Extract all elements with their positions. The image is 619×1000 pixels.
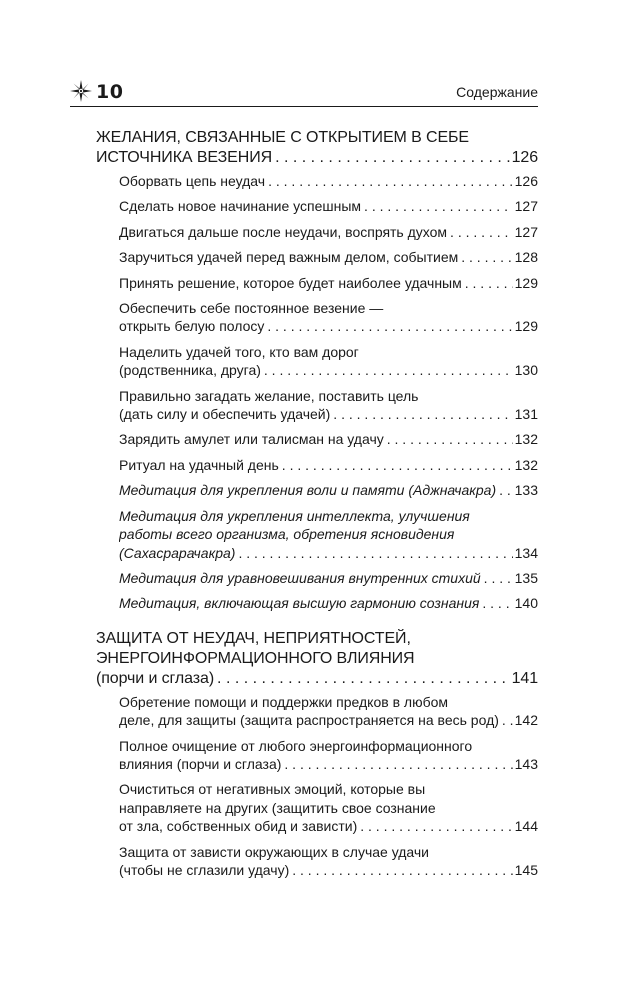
entry-final-line — [119, 197, 538, 215]
section-page-ref: 126 — [511, 149, 538, 166]
compass-star-icon — [70, 80, 92, 102]
page-ref: 131 — [514, 406, 538, 423]
entry-text-line: деле, для защиты (защита распространяется на весь род) — [119, 712, 499, 729]
dot-leader — [238, 544, 512, 562]
entry-final-line — [119, 594, 538, 612]
running-title: Содержание — [456, 84, 538, 100]
entry-final-line — [119, 317, 538, 335]
toc-entry — [119, 594, 538, 612]
entry-final-line — [119, 274, 538, 292]
entry-final-line — [119, 172, 538, 190]
entry-text-line: Заручиться удачей перед важным делом, событием — [119, 249, 459, 266]
toc-entry — [119, 172, 538, 190]
entry-text-line: Защита от зависти окружающих в случае удачи — [119, 843, 430, 860]
entry-text-line: Ритуал на удачный день — [119, 456, 279, 473]
dot-leader — [502, 711, 513, 729]
entry-text-line: Обеспечить себе постоянное везение — — [119, 300, 384, 317]
section-title-line: ИСТОЧНИКА ВЕЗЕНИЯ — [96, 149, 273, 166]
entry-text-line: Обретение помощи и поддержки предков в любом — [119, 693, 449, 710]
entry-text-line: работы всего организма, обретения ясновидения — [119, 526, 455, 543]
dot-leader — [364, 197, 513, 215]
entry-text-line: направляете на других (защитить свое сознание — [119, 799, 436, 816]
entry-text-line: влияния (порчи и сглаза) — [119, 755, 282, 772]
entry-text-line: Очиститься от негативных эмоций, которые вы — [119, 781, 426, 798]
dot-leader — [333, 405, 512, 423]
toc-section — [96, 128, 538, 613]
toc-entry — [119, 737, 538, 774]
dot-leader — [275, 148, 510, 168]
dot-leader — [499, 481, 513, 499]
toc-entry — [119, 481, 538, 499]
page-ref: 145 — [514, 861, 538, 878]
page-ref: 142 — [514, 712, 538, 729]
page-ref: 129 — [514, 318, 538, 335]
dot-leader — [360, 817, 512, 835]
page-ref: 130 — [514, 362, 538, 379]
section-title-line: ЭНЕРГОИНФОРМАЦИОННОГО ВЛИЯНИЯ — [96, 649, 415, 667]
section-title-final-line — [96, 669, 538, 689]
dot-leader — [482, 594, 512, 612]
toc-entry — [119, 780, 538, 835]
dot-leader — [268, 172, 513, 190]
section-title — [96, 629, 538, 689]
entry-text-line: (родственника, друга) — [119, 362, 261, 379]
section-title-final-line — [96, 148, 538, 168]
toc-entry — [119, 569, 538, 587]
entry-text-line: (чтобы не сглазили удачу) — [119, 861, 290, 878]
entry-final-line — [119, 755, 538, 773]
entry-final-line — [119, 481, 538, 499]
dot-leader — [217, 669, 510, 689]
section-entries — [119, 693, 538, 880]
entry-text-line: Зарядить амулет или талисман на удачу — [119, 431, 384, 448]
entry-final-line — [119, 405, 538, 423]
entry-text-line: Медитация для укрепления воли и памяти (Аджначакра) — [119, 482, 497, 499]
entry-final-line — [119, 544, 538, 562]
entry-text-line: Правильно загадать желание, поставить цель — [119, 387, 419, 404]
entry-final-line — [119, 361, 538, 379]
page-number: 10 — [96, 81, 124, 103]
section-title-line: ЗАЩИТА ОТ НЕУДАЧ, НЕПРИЯТНОСТЕЙ, — [96, 629, 411, 647]
toc-entry — [119, 430, 538, 448]
section-title-line: ЖЕЛАНИЯ, СВЯЗАННЫЕ С ОТКРЫТИЕМ В СЕБЕ — [96, 129, 470, 146]
toc-entry — [119, 343, 538, 380]
page-ref: 140 — [514, 595, 538, 612]
entry-text-line: Полное очищение от любого энергоинформационного — [119, 737, 473, 754]
entry-text-line: Медитация для укрепления интеллекта, улучшения — [119, 507, 470, 524]
toc-entry — [119, 299, 538, 336]
toc-entry — [119, 223, 538, 241]
page-ref: 127 — [514, 198, 538, 215]
page-ref: 126 — [514, 173, 538, 189]
dot-leader — [484, 569, 513, 587]
entry-final-line — [119, 223, 538, 241]
entry-final-line — [119, 711, 538, 729]
page-ref: 143 — [514, 755, 538, 772]
page-ref: 133 — [514, 482, 538, 499]
entry-text-line: от зла, собственных обид и зависти) — [119, 818, 358, 835]
toc-entry — [119, 456, 538, 474]
entry-final-line — [119, 456, 538, 474]
section-title — [96, 128, 538, 168]
entry-text-line: Принять решение, которое будет наиболее удачным — [119, 274, 462, 291]
toc-entry — [119, 843, 538, 880]
entry-text-line: Медитация для уравновешивания внутренних стихий — [119, 569, 481, 586]
page-header — [70, 80, 538, 107]
dot-leader — [264, 361, 513, 379]
table-of-contents — [96, 128, 538, 895]
page-ref: 128 — [514, 249, 538, 266]
dot-leader — [284, 755, 512, 773]
page-ref: 135 — [514, 569, 538, 586]
dot-leader — [282, 456, 513, 474]
entry-final-line — [119, 817, 538, 835]
page-ref: 132 — [514, 456, 538, 473]
entry-text-line: Оборвать цепь неудач — [119, 173, 266, 189]
section-entries — [119, 172, 538, 613]
page-ref: 134 — [514, 544, 538, 561]
entry-final-line — [119, 248, 538, 266]
toc-entry — [119, 274, 538, 292]
entry-text-line: Двигаться дальше после неудачи, воспрять духом — [119, 223, 448, 240]
toc-entry — [119, 693, 538, 730]
entry-text-line: Медитация, включающая высшую гармонию сознания — [119, 595, 480, 612]
dot-leader — [387, 430, 513, 448]
dot-leader — [461, 248, 512, 266]
entry-text-line: открыть белую полосу — [119, 318, 265, 335]
entry-text-line: (дать силу и обеспечить удачей) — [119, 406, 331, 423]
section-title-line: (порчи и сглаза) — [96, 669, 215, 687]
entry-final-line — [119, 569, 538, 587]
dot-leader — [450, 223, 513, 241]
entry-final-line — [119, 430, 538, 448]
page-ref: 144 — [514, 818, 538, 835]
page-ref: 132 — [514, 431, 538, 448]
entry-text-line: Сделать новое начинание успешным — [119, 198, 362, 215]
dot-leader — [292, 861, 512, 879]
toc-entry — [119, 197, 538, 215]
section-page-ref: 141 — [511, 669, 538, 687]
dot-leader — [267, 317, 512, 335]
toc-entry — [119, 248, 538, 266]
dot-leader — [465, 274, 513, 292]
page-ref: 129 — [514, 274, 538, 291]
toc-entry — [119, 387, 538, 424]
toc-section — [96, 629, 538, 880]
entry-text-line: (Сахасрарачакра) — [119, 544, 236, 561]
toc-entry — [119, 507, 538, 562]
entry-text-line: Наделить удачей того, кто вам дорог — [119, 343, 359, 360]
entry-final-line — [119, 861, 538, 879]
page-ref: 127 — [514, 223, 538, 240]
